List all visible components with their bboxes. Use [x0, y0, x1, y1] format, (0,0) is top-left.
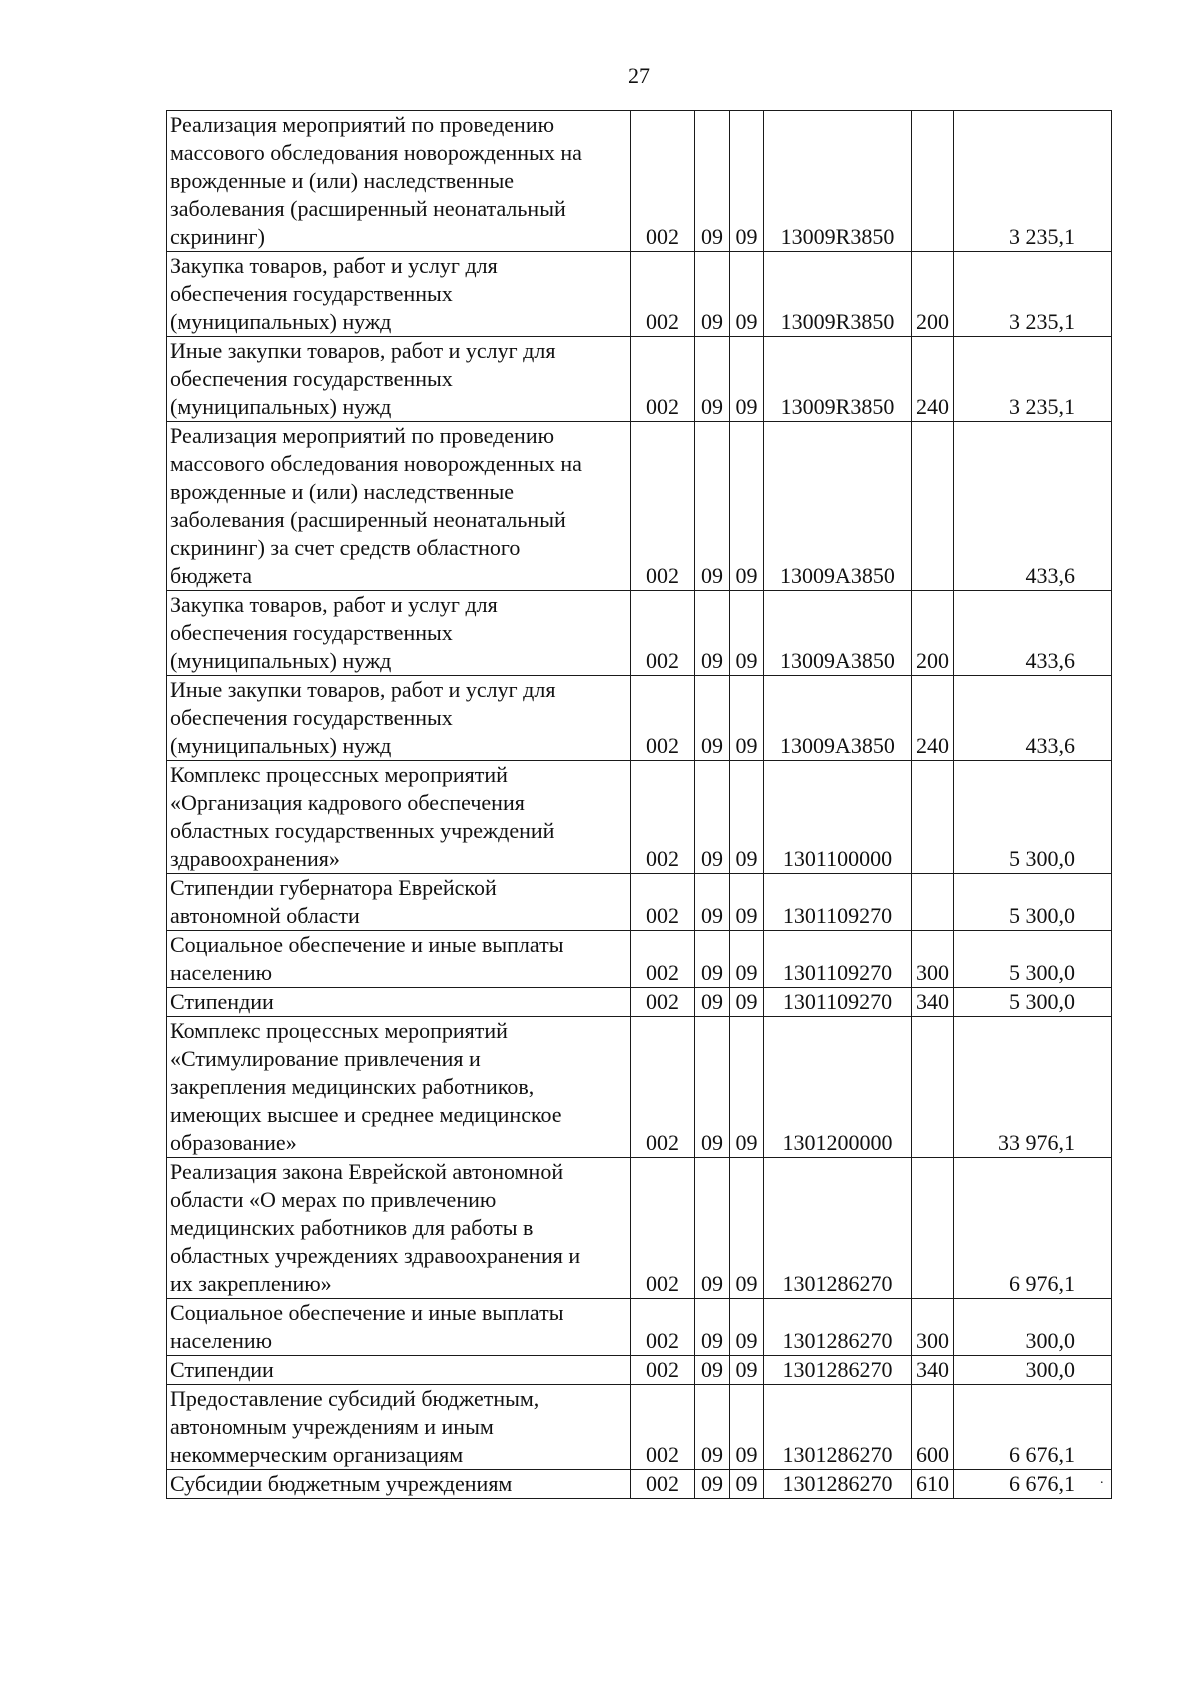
- item-name-cell: Реализация закона Еврейской автономной области «О мерах по привлечению медицинских работников для работы в областных учреждениях здравоохранения и их закреплению»: [167, 1158, 631, 1299]
- item-name-cell: Закупка товаров, работ и услуг для обеспечения государственных (муниципальных) нужд: [167, 252, 631, 337]
- page-number: 27: [628, 63, 650, 88]
- expense-type-cell: 300: [912, 1299, 954, 1356]
- table-row: [167, 591, 1112, 676]
- expense-type-cell: [912, 761, 954, 874]
- item-name-cell: Предоставление субсидий бюджетным, автономным учреждениям и иным некоммерческим организациям: [167, 1385, 631, 1470]
- section-code-cell: 09: [695, 761, 730, 874]
- table-row: [167, 1299, 1112, 1356]
- ministry-code-cell: 002: [631, 676, 695, 761]
- ministry-code-cell: 002: [631, 1299, 695, 1356]
- section-code-cell: 09: [695, 988, 730, 1017]
- subsection-code-cell: 09: [730, 1158, 764, 1299]
- section-code-cell: 09: [695, 1299, 730, 1356]
- budget-table-body: [167, 111, 1112, 1499]
- subsection-code-cell: 09: [730, 337, 764, 422]
- subsection-code-cell: 09: [730, 761, 764, 874]
- section-code-cell: 09: [695, 591, 730, 676]
- table-row: [167, 988, 1112, 1017]
- item-name-cell: Стипендии: [167, 1356, 631, 1385]
- section-code-cell: 09: [695, 931, 730, 988]
- subsection-code-cell: 09: [730, 1470, 764, 1499]
- amount-cell: 300,0: [954, 1356, 1112, 1385]
- item-name-cell: Иные закупки товаров, работ и услуг для обеспечения государственных (муниципальных) нужд: [167, 337, 631, 422]
- budget-table: [166, 110, 1112, 1499]
- section-code-cell: 09: [695, 1017, 730, 1158]
- table-row: [167, 1470, 1112, 1499]
- subsection-code-cell: 09: [730, 1299, 764, 1356]
- target-article-cell: 1301109270: [764, 874, 912, 931]
- ministry-code-cell: 002: [631, 591, 695, 676]
- subsection-code-cell: 09: [730, 1356, 764, 1385]
- subsection-code-cell: 09: [730, 252, 764, 337]
- table-row: [167, 337, 1112, 422]
- item-name-cell: Комплекс процессных мероприятий «Стимулирование привлечения и закрепления медицинских работников, имеющих высшее и среднее медицинское образование»: [167, 1017, 631, 1158]
- target-article-cell: 13009А3850: [764, 676, 912, 761]
- section-code-cell: 09: [695, 676, 730, 761]
- ministry-code-cell: 002: [631, 761, 695, 874]
- expense-type-cell: 340: [912, 988, 954, 1017]
- amount-cell: 5 300,0: [954, 761, 1112, 874]
- ministry-code-cell: 002: [631, 337, 695, 422]
- amount-cell: 33 976,1: [954, 1017, 1112, 1158]
- subsection-code-cell: 09: [730, 1385, 764, 1470]
- table-row: [167, 111, 1112, 252]
- table-row: [167, 761, 1112, 874]
- expense-type-cell: 600: [912, 1385, 954, 1470]
- amount-cell: 3 235,1: [954, 337, 1112, 422]
- table-row: [167, 874, 1112, 931]
- subsection-code-cell: 09: [730, 931, 764, 988]
- subsection-code-cell: 09: [730, 988, 764, 1017]
- target-article-cell: 13009R3850: [764, 252, 912, 337]
- amount-cell: 5 300,0: [954, 874, 1112, 931]
- table-row: [167, 252, 1112, 337]
- amount-cell: 6 676,1: [954, 1470, 1112, 1499]
- table-row: [167, 1158, 1112, 1299]
- target-article-cell: 1301100000: [764, 761, 912, 874]
- target-article-cell: 13009А3850: [764, 591, 912, 676]
- subsection-code-cell: 09: [730, 676, 764, 761]
- item-name-cell: Социальное обеспечение и иные выплаты населению: [167, 1299, 631, 1356]
- subsection-code-cell: 09: [730, 111, 764, 252]
- expense-type-cell: [912, 111, 954, 252]
- section-code-cell: 09: [695, 337, 730, 422]
- expense-type-cell: 240: [912, 337, 954, 422]
- target-article-cell: 13009R3850: [764, 111, 912, 252]
- ministry-code-cell: 002: [631, 874, 695, 931]
- item-name-cell: Социальное обеспечение и иные выплаты населению: [167, 931, 631, 988]
- expense-type-cell: 200: [912, 252, 954, 337]
- target-article-cell: 1301286270: [764, 1158, 912, 1299]
- table-row: [167, 422, 1112, 591]
- subsection-code-cell: 09: [730, 422, 764, 591]
- amount-cell: 6 676,1: [954, 1385, 1112, 1470]
- section-code-cell: 09: [695, 422, 730, 591]
- expense-type-cell: [912, 874, 954, 931]
- item-name-cell: Стипендии: [167, 988, 631, 1017]
- section-code-cell: 09: [695, 1470, 730, 1499]
- amount-cell: 300,0: [954, 1299, 1112, 1356]
- expense-type-cell: 340: [912, 1356, 954, 1385]
- target-article-cell: 1301286270: [764, 1385, 912, 1470]
- table-row: [167, 1356, 1112, 1385]
- expense-type-cell: 200: [912, 591, 954, 676]
- expense-type-cell: [912, 1158, 954, 1299]
- table-row: [167, 676, 1112, 761]
- ministry-code-cell: 002: [631, 988, 695, 1017]
- target-article-cell: 1301286270: [764, 1356, 912, 1385]
- item-name-cell: Иные закупки товаров, работ и услуг для обеспечения государственных (муниципальных) нужд: [167, 676, 631, 761]
- table-row: [167, 1017, 1112, 1158]
- ministry-code-cell: 002: [631, 252, 695, 337]
- amount-cell: 5 300,0: [954, 931, 1112, 988]
- table-row: [167, 931, 1112, 988]
- item-name-cell: Стипендии губернатора Еврейской автономной области: [167, 874, 631, 931]
- table-row: [167, 1385, 1112, 1470]
- expense-type-cell: [912, 1017, 954, 1158]
- target-article-cell: 13009R3850: [764, 337, 912, 422]
- expense-type-cell: 240: [912, 676, 954, 761]
- ministry-code-cell: 002: [631, 1385, 695, 1470]
- amount-cell: 5 300,0: [954, 988, 1112, 1017]
- amount-cell: 3 235,1: [954, 111, 1112, 252]
- section-code-cell: 09: [695, 252, 730, 337]
- amount-cell: 6 976,1: [954, 1158, 1112, 1299]
- target-article-cell: 1301109270: [764, 931, 912, 988]
- ministry-code-cell: 002: [631, 422, 695, 591]
- subsection-code-cell: 09: [730, 591, 764, 676]
- target-article-cell: 1301200000: [764, 1017, 912, 1158]
- section-code-cell: 09: [695, 874, 730, 931]
- ministry-code-cell: 002: [631, 931, 695, 988]
- subsection-code-cell: 09: [730, 874, 764, 931]
- item-name-cell: Субсидии бюджетным учреждениям: [167, 1470, 631, 1499]
- section-code-cell: 09: [695, 1158, 730, 1299]
- ministry-code-cell: 002: [631, 111, 695, 252]
- target-article-cell: 1301109270: [764, 988, 912, 1017]
- amount-cell: 433,6: [954, 422, 1112, 591]
- amount-cell: 433,6: [954, 676, 1112, 761]
- target-article-cell: 13009А3850: [764, 422, 912, 591]
- amount-cell: 3 235,1: [954, 252, 1112, 337]
- subsection-code-cell: 09: [730, 1017, 764, 1158]
- ministry-code-cell: 002: [631, 1470, 695, 1499]
- item-name-cell: Закупка товаров, работ и услуг для обеспечения государственных (муниципальных) нужд: [167, 591, 631, 676]
- section-code-cell: 09: [695, 111, 730, 252]
- expense-type-cell: 300: [912, 931, 954, 988]
- section-code-cell: 09: [695, 1356, 730, 1385]
- ministry-code-cell: 002: [631, 1356, 695, 1385]
- expense-type-cell: 610: [912, 1470, 954, 1499]
- item-name-cell: Реализация мероприятий по проведению массового обследования новорожденных на врожденные и (или) наследственные заболевания (расширенный неонатальный скрининг): [167, 111, 631, 252]
- item-name-cell: Комплекс процессных мероприятий «Организация кадрового обеспечения областных государственных учреждений здравоохранения»: [167, 761, 631, 874]
- amount-cell: 433,6: [954, 591, 1112, 676]
- target-article-cell: 1301286270: [764, 1299, 912, 1356]
- ministry-code-cell: 002: [631, 1017, 695, 1158]
- target-article-cell: 1301286270: [764, 1470, 912, 1499]
- ministry-code-cell: 002: [631, 1158, 695, 1299]
- expense-type-cell: [912, 422, 954, 591]
- item-name-cell: Реализация мероприятий по проведению массового обследования новорожденных на врожденные и (или) наследственные заболевания (расширенный неонатальный скрининг) за счет средств областного бюджета: [167, 422, 631, 591]
- scan-speck: .: [1100, 1472, 1104, 1487]
- section-code-cell: 09: [695, 1385, 730, 1470]
